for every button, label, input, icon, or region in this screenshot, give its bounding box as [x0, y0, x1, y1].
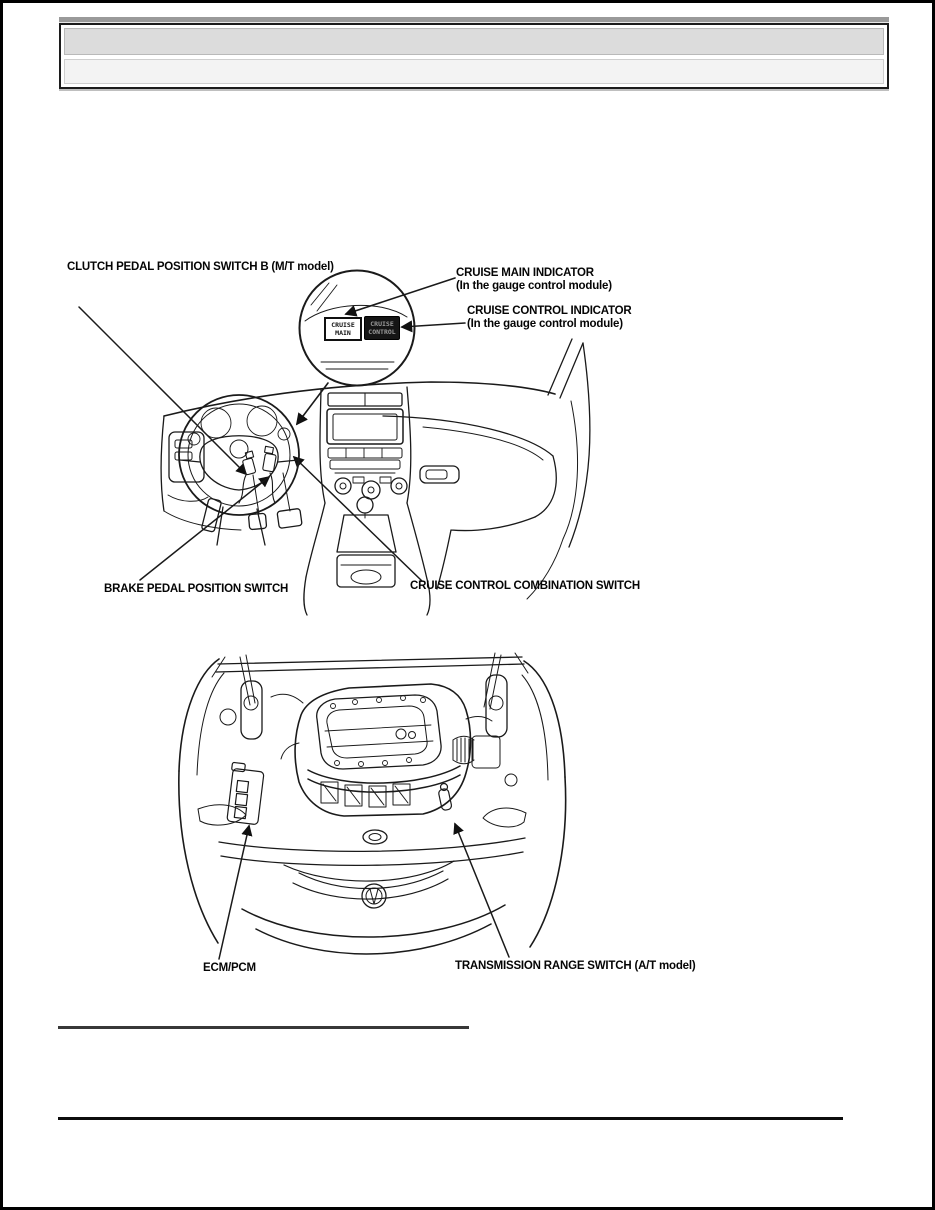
cruise-control-lamp: CRUISE CONTROL [364, 316, 400, 340]
strut-towers [220, 675, 517, 786]
intake-duct [453, 736, 500, 768]
leader-combination-switch [294, 457, 422, 581]
label-cruise-main-indicator: CRUISE MAIN INDICATOR (In the gauge control module) [456, 267, 612, 292]
label-cruise-combination-switch: CRUISE CONTROL COMBINATION SWITCH [410, 580, 640, 592]
label-transmission-range-switch: TRANSMISSION RANGE SWITCH (A/T model) [455, 960, 696, 972]
label-ecm-pcm: ECM/PCM [203, 962, 256, 974]
label-brake-pedal-switch: BRAKE PEDAL POSITION SWITCH [104, 583, 289, 595]
figure-engine-bay [179, 653, 566, 959]
engine [271, 684, 500, 816]
leader-ecm [219, 826, 249, 959]
steering-wheel [179, 395, 299, 545]
hood-edge [212, 653, 528, 709]
pedals [201, 473, 302, 532]
label-cruise-control-indicator: CRUISE CONTROL INDICATOR (In the gauge control module) [467, 305, 632, 330]
cruise-main-lamp: CRUISE MAIN [324, 317, 362, 341]
label-clutch-pedal-switch: CLUTCH PEDAL POSITION SWITCH B (M/T model) [67, 261, 334, 273]
footer-rule-short [58, 1026, 469, 1029]
leader-cruise-main [346, 278, 455, 314]
dashboard-outline [161, 339, 590, 547]
footer-rule-long [58, 1117, 843, 1120]
leader-cruise-control [402, 323, 465, 327]
leader-clutch-switch [79, 307, 246, 474]
